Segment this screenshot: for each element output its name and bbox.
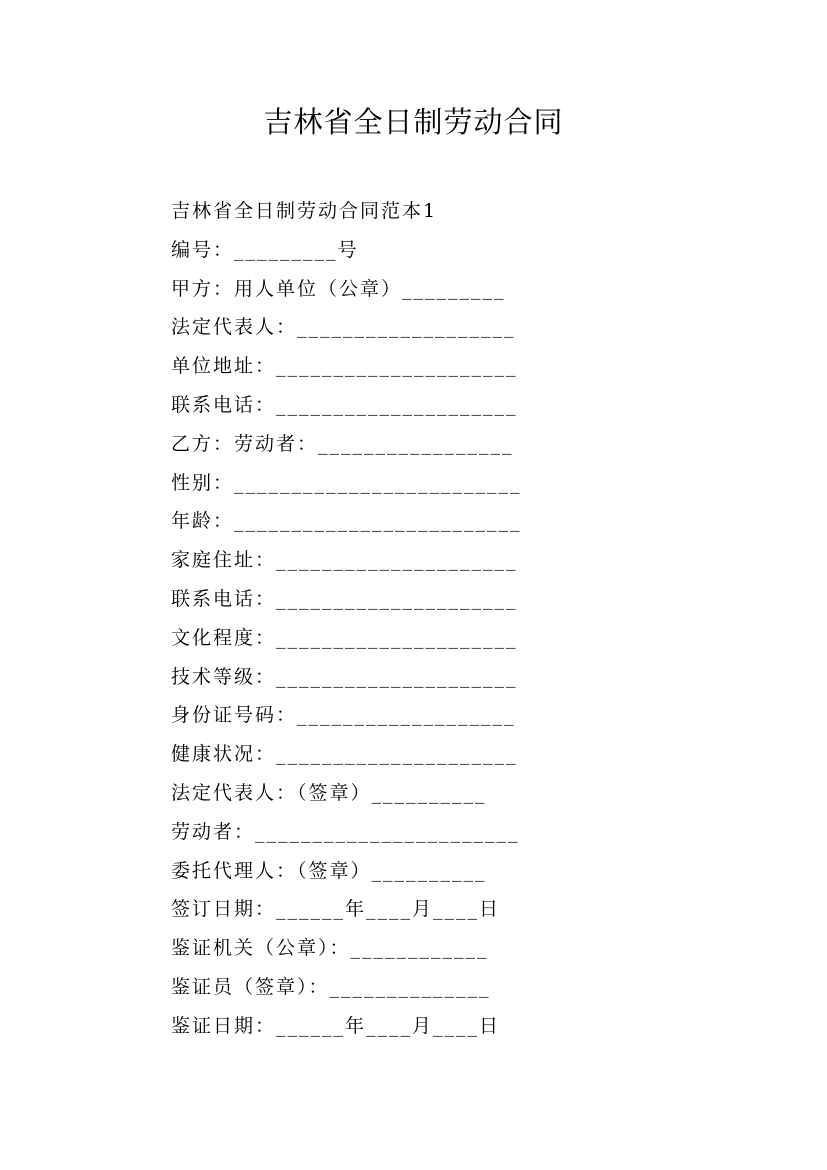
home-address-line: 家庭住址：_____________________ xyxy=(171,549,518,572)
legal-representative-line: 法定代表人：___________________ xyxy=(171,316,516,339)
authorized-agent-signature-line: 委托代理人：（签章）__________ xyxy=(171,859,487,882)
health-status-line: 健康状况：_____________________ xyxy=(171,743,518,766)
gender-line: 性别：_________________________ xyxy=(171,471,522,494)
contract-template-heading: 吉林省全日制劳动合同范本1 xyxy=(171,200,438,222)
worker-signature-line: 劳动者：_______________________ xyxy=(171,820,520,843)
contract-form-body xyxy=(171,192,522,1046)
document-title: 吉林省全日制劳动合同 xyxy=(263,105,564,139)
party-b-worker-line: 乙方：劳动者：_________________ xyxy=(171,432,514,455)
verification-date-line: 鉴证日期：______年____月____日 xyxy=(171,1014,501,1037)
id-number-line: 身份证号码：___________________ xyxy=(171,704,516,727)
employer-phone-line: 联系电话：_____________________ xyxy=(171,393,518,416)
legal-representative-signature-line: 法定代表人：（签章）__________ xyxy=(171,781,487,804)
verification-authority-line: 鉴证机关（公章）：____________ xyxy=(171,937,489,960)
verifier-signature-line: 鉴证员（签章）：______________ xyxy=(171,975,491,998)
age-line: 年龄：_________________________ xyxy=(171,510,522,533)
signing-date-line: 签订日期：______年____月____日 xyxy=(171,898,501,921)
worker-phone-line: 联系电话：_____________________ xyxy=(171,587,518,610)
employer-address-line: 单位地址：_____________________ xyxy=(171,355,518,378)
education-level-line: 文化程度：_____________________ xyxy=(171,626,518,649)
contract-number-line: 编号：_________号 xyxy=(171,238,359,261)
party-a-employer-line: 甲方：用人单位（公章）_________ xyxy=(171,277,506,300)
technical-grade-line: 技术等级：_____________________ xyxy=(171,665,518,688)
